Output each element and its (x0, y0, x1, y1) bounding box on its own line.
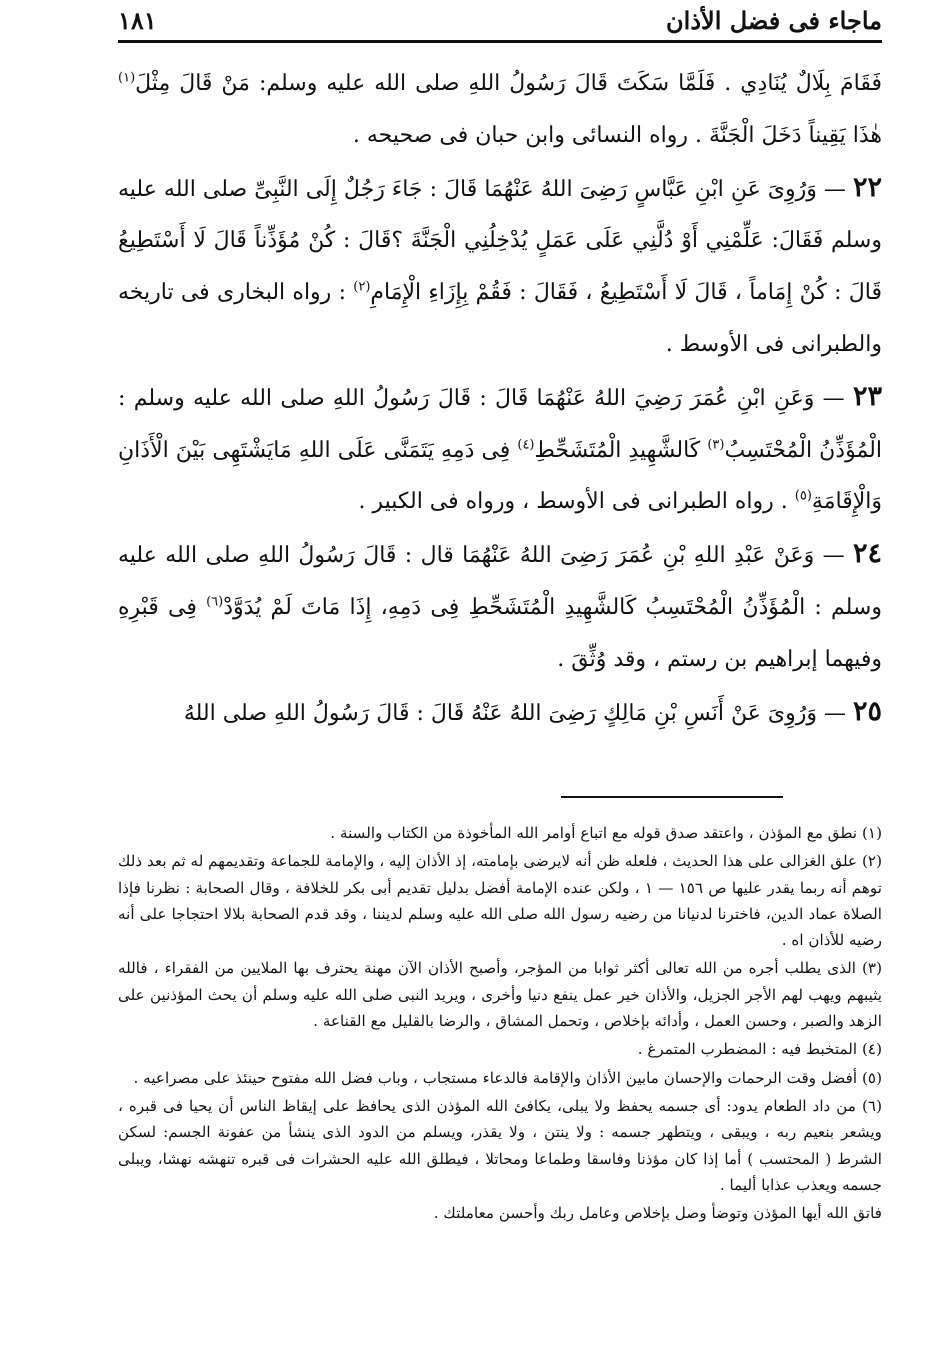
hadith-number: ٢٢ (853, 171, 883, 203)
footnote-2: (٢) علق الغزالى على هذا الحديث ، فلعله ظن أنه لايرضى بإمامته، إذ الأذان إليه ، والإمامة للجماعة وتقديمهم له ثم بعد ذلك توهم أنه ربما يقدر عليها ص ١٥٦ — ١ ، ولكن عنده الإمامة أفضل بدليل تقديم أبى بكر للخلافة ، وقال الصحابة : نظرنا فإذا الصلاة عماد الدين، فاخترنا لدنيانا من رضيه رسول الله صلى الله عليه وسلم لديننا ، وقد قدم الصحابة بلالا احتجاجا على أنه رضيه للأذان اه . (118, 852, 882, 950)
page-header (118, 2, 882, 38)
footnotes (118, 820, 882, 1226)
hadith-text: — وَرُوِىَ عَنْ أَنَسِ بْنِ مَالِكٍ رَضِىَ اللهُ عَنْهُ قَالَ : قَالَ رَسُولُ اللهِ صلى اللهُ (183, 700, 846, 726)
footnote-marker: (٦) (206, 594, 224, 610)
header-rule (118, 40, 882, 43)
footnote-marker: (٢) (353, 279, 371, 295)
hadith-text: كَالشَّهِيدِ الْمُتَشَحِّطِ (534, 437, 701, 463)
footnote-marker: (٣) (707, 437, 725, 453)
hadith-24 (118, 528, 882, 685)
paragraph-text: فَقَامَ بِلَالٌ يُنَادِي . فَلَمَّا سَكَتَ قَالَ رَسُولُ اللهِ صلى الله عليه وسلم: مَنْ قَالَ مِثْلَ (135, 71, 882, 96)
hadith-source: فِى قَبْرِهِ وفيهما إبراهيم بن رستم ، وقد وُثِّقَ . (118, 594, 882, 672)
hadith-23 (118, 371, 882, 528)
hadith-number: ٢٣ (852, 380, 882, 412)
footnote-5: (٥) أفضل وقت الرحمات والإحسان مابين الأذان والإقامة فالدعاء مستجاب ، وباب فضل الله مفتوح حينئذ على مصراعيه . (133, 1068, 882, 1087)
paragraph-text: هٰذَا يَقِيناً دَخَلَ الْجَنَّةَ . رواه النسائى وابن حبان فى صحيحه . (352, 122, 882, 148)
hadith-source: . رواه الطبرانى فى الأوسط ، ورواه فى الكبير . (358, 489, 788, 515)
hadith-source: : رواه البخارى فى تاريخه والطبرانى فى الأوسط . (118, 280, 882, 357)
footnote-marker: (٥) (794, 489, 812, 505)
footnote-1: (١) نطق مع المؤذن ، واعتقد صدق قوله مع اتباع أوامر الله المأخوذة من الكتاب والسنة . (330, 824, 882, 842)
hadith-22 (118, 162, 882, 371)
page-number: ١٨١ (118, 5, 157, 35)
main-text (118, 58, 882, 739)
footnote-6: (٦) من داد الطعام يدود: أى جسمه يحفظ ولا يبلى، يكافئ الله المؤذن الذى يحافظ على إيقاظ الناس أن يحيا فى قبره ، ويشعر بنعيم ربه ، ويبقى ، ويتطهر جسمه : ولا ينتن ، ولا يقذر، ويسلم من الدود الذى ينشأ من عفونة الجسم: لسكن الشرط ( المحتسب ) أما إذا كان مؤذنا وفاسقا وطماعا ومحاتلا ، فيطلق الله عليه الحشرات فى قبره تنهشه نهشا، ويبلى جسمه ويعذب عذابا أليما . (118, 1096, 882, 1194)
footnote-separator (561, 796, 783, 798)
hadith-text: — وَعَنْ عَبْدِ اللهِ بْنِ عُمَرَ رَضِىَ اللهُ عَنْهُمَا قال : قَالَ رَسُولُ اللهِ صلى الله عليه وسلم : الْمُؤَذِّنُ الْمُحْتَسِبُ كَالشَّهِيدِ الْمُتَشَحِّطِ فِى دَمِهِ، إِذَا مَاتَ لَمْ يُدَوَّدْ (118, 543, 882, 620)
hadith-text: — وَعَنِ ابْنِ عُمَرَ رَضِيَ اللهُ عَنْهُمَا قَالَ : قَالَ رَسُولُ اللهِ صلى الله عليه وسلم : الْمُؤَذِّنُ الْمُحْتَسِبُ (118, 385, 882, 463)
paragraph-continuation (118, 58, 882, 162)
footnote-6-tail: فاتق الله أيها المؤذن وتوضأ وصل بإخلاص وعامل ربك وأحسن معاملتك . (433, 1204, 882, 1223)
hadith-number: ٢٤ (852, 538, 882, 570)
footnote-4: (٤) المتخبط فيه : المضطرب المتمرغ . (637, 1040, 882, 1059)
running-title: ماجاء فى فضل الأذان (666, 5, 882, 35)
footnote-marker: (٤) (517, 437, 535, 453)
hadith-text: — وَرُوِىَ عَنِ ابْنِ عَبَّاسٍ رَضِىَ اللهُ عَنْهُمَا قَالَ : جَاءَ رَجُلٌ إِلَى النَّبِىِّ صلى الله عليه وسلم فَقَالَ: عَلِّمْنِي أَوْ دُلَّنِي عَلَى عَمَلٍ يُدْخِلُنِي الْجَنَّةَ ؟قَالَ : كُنْ مُؤَذِّناً قَالَ لَا أَسْتَطِيعُ قَالَ : كُنْ إِمَاماً ، قَالَ لَا أَسْتَطِيعُ ، فَقَالَ : فَقُمْ بِإِزَاءِ الْإِمَامِ (118, 176, 882, 306)
hadith-text: فِى دَمِهِ يَتَمَنَّى عَلَى اللهِ مَايَشْتَهِى بَيْنَ الْأَذَانِ وَالْإِقَامَةِ (118, 437, 882, 515)
hadith-number: ٢٥ (852, 695, 882, 727)
footnote-3: (٣) الذى يطلب أجره من الله تعالى أكثر ثوابا من المؤجر، وأصبح الأذان الآن مهنة يحترف بها الملايين من الفقراء ، فالله يثيبهم ويهب لهم الأجر الجزيل، والأذان خير عمل ينفع دنيا وأخرى ، ويريد النبى صلى الله عليه وسلم أن يحث المؤذنين على الزهد والصبر ، وحسن العمل ، وأدائه بإخلاص ، وتحمل المشاق ، والرضا بالقليل مع القناعة . (118, 959, 882, 1031)
hadith-25 (118, 686, 882, 740)
footnote-marker: (١) (118, 70, 136, 86)
